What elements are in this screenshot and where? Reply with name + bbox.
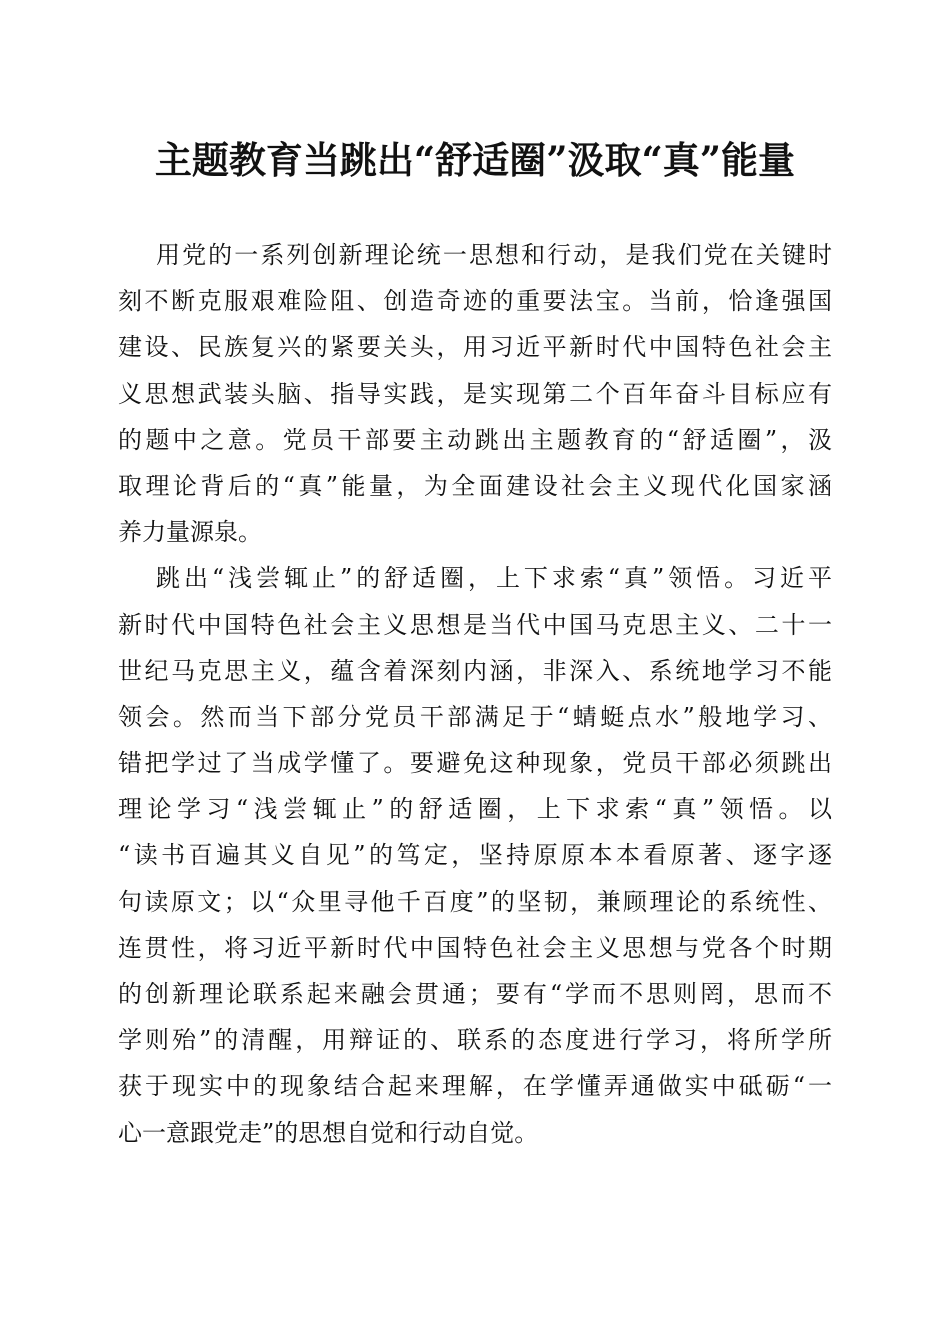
paragraph-2-line-10: 的创新理论联系起来融会贯通；要有“学而不思则罔，思而不 <box>118 980 832 1008</box>
paragraph-2-line-5: 错把学过了当成学懂了。要避免这种现象，党员干部必须跳出 <box>118 749 832 778</box>
paragraph-2-line-4: 领会。然而当下部分党员干部满足于“蜻蜓点水”般地学习、 <box>118 702 832 731</box>
document-body <box>118 232 832 1156</box>
paragraph-2-line-12: 获于现实中的现象结合起来理解，在学懂弄通做实中砥砺“一 <box>118 1072 832 1101</box>
paragraph-1-line-7: 养力量源泉。 <box>118 518 262 547</box>
paragraph-2-line-11: 学则殆”的清醒，用辩证的、联系的态度进行学习，将所学所 <box>118 1026 832 1055</box>
paragraph-2-line-13: 心一意跟党走”的思想自觉和行动自觉。 <box>118 1118 539 1147</box>
paragraph-1-line-5: 的题中之意。党员干部要主动跳出主题教育的“舒适圈”，汲 <box>118 425 832 454</box>
paragraph-1-line-1: 用党的一系列创新理论统一思想和行动，是我们党在关键时 <box>156 241 832 269</box>
paragraph-1-line-2: 刻不断克服艰难险阻、创造奇迹的重要法宝。当前，恰逢强国 <box>118 287 832 316</box>
paragraph-1-line-6: 取理论背后的“真”能量，为全面建设社会主义现代化国家涵 <box>118 471 832 500</box>
paragraph-1-line-4: 义思想武装头脑、指导实践，是实现第二个百年奋斗目标应有 <box>118 379 832 408</box>
paragraph-2-line-2: 新时代中国特色社会主义思想是当代中国马克思主义、二十一 <box>118 610 832 639</box>
paragraph-2-line-8: 句读原文；以“众里寻他千百度”的坚韧，兼顾理论的系统性、 <box>118 887 832 916</box>
paragraph-2-line-1: 跳出“浅尝辄止”的舒适圈，上下求索“真”领悟。习近平 <box>156 564 832 593</box>
paragraph-2-line-9: 连贯性，将习近平新时代中国特色社会主义思想与党各个时期 <box>118 933 832 962</box>
paragraph-2-line-6: 理论学习“浅尝辄止”的舒适圈，上下求索“真”领悟。以 <box>118 795 832 824</box>
paragraph-1-line-3: 建设、民族复兴的紧要关头，用习近平新时代中国特色社会主 <box>118 333 832 362</box>
document-title: 主题教育当跳出“舒适圈”汲取“真”能量 <box>154 138 796 182</box>
paragraph-2-line-3: 世纪马克思主义，蕴含着深刻内涵，非深入、系统地学习不能 <box>118 656 832 685</box>
paragraph-2-line-7: “读书百遍其义自见”的笃定，坚持原原本本看原著、逐字逐 <box>118 841 832 870</box>
